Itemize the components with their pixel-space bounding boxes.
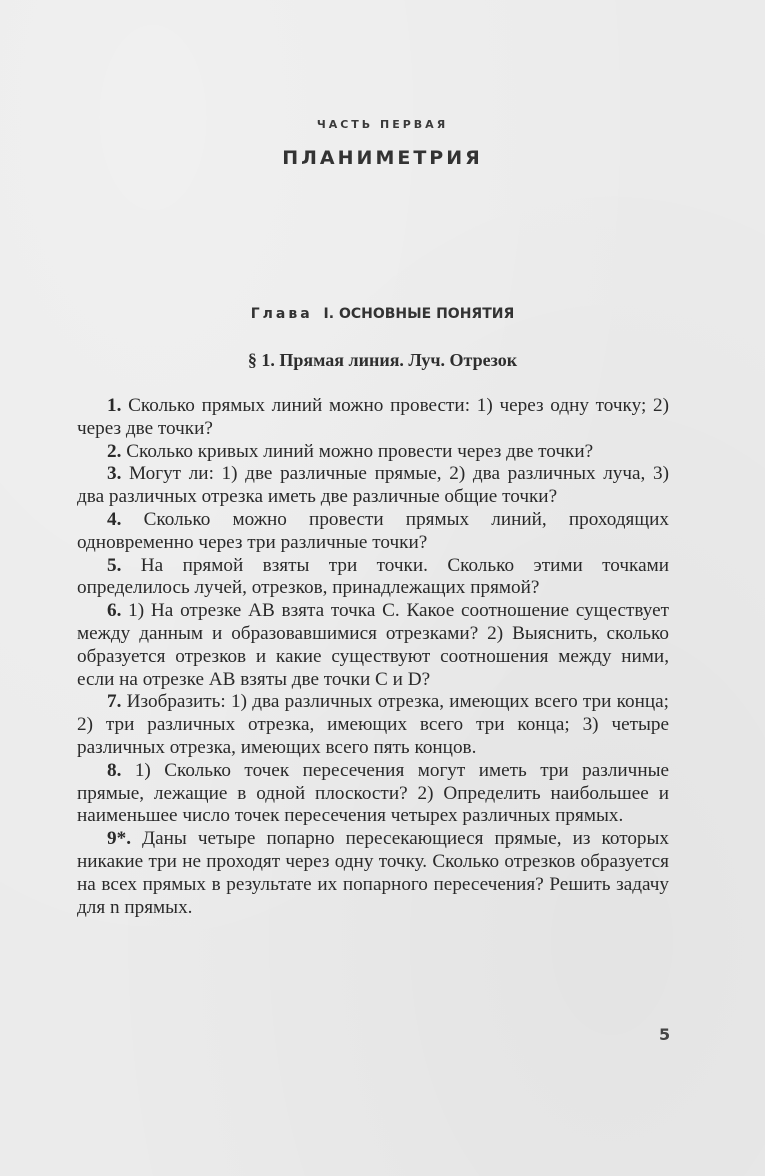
problem-item bbox=[77, 828, 669, 919]
chapter-number: I. bbox=[323, 306, 335, 322]
problem-item bbox=[77, 760, 669, 828]
problem-text: 1) Сколько точек пересечения могут иметь три различные прямые, лежащие в одной плоскости? 2) Определить наибольшее и наименьшее число точек пересечения четырех различных прямых. bbox=[77, 759, 669, 827]
problem-item bbox=[77, 395, 669, 441]
part-label: ЧАСТЬ ПЕРВАЯ bbox=[316, 118, 449, 131]
problem-number: 5. bbox=[107, 554, 122, 576]
problem-number: 9*. bbox=[107, 828, 131, 850]
problem-number: 8. bbox=[107, 759, 122, 781]
problem-list bbox=[77, 395, 669, 919]
problem-text: Сколько прямых линий можно провести: 1) через одну точку; 2) через две точки? bbox=[77, 395, 669, 439]
problem-number: 6. bbox=[107, 600, 122, 622]
problem-text: Даны четыре попарно пересекающиеся прямые, из которых никакие три не проходят через одну точку. Сколько отрезков образуется на всех прямых в результате их попарного пересечения? Решить задачу для n прямых. bbox=[77, 828, 669, 918]
problem-text: Изобразить: 1) два различных отрезка, имеющих всего три конца; 2) три различных отрезка, имеющих всего три конца; 3) четыре различных отрезка, имеющих всего пять концов. bbox=[77, 691, 669, 758]
problem-item bbox=[77, 509, 669, 555]
problem-item bbox=[77, 441, 669, 464]
problem-number: 4. bbox=[107, 508, 122, 530]
problem-text: Сколько кривых линий можно провести через две точки? bbox=[126, 440, 594, 462]
problem-number: 3. bbox=[107, 463, 122, 485]
part-title: ПЛАНИМЕТРИЯ bbox=[282, 147, 483, 169]
problem-number: 2. bbox=[107, 440, 122, 462]
problem-text: Могут ли: 1) две различные прямые, 2) два различных луча, 3) два различных отрезка иметь две различные общие точки? bbox=[77, 463, 669, 508]
problem-item bbox=[77, 600, 669, 691]
problem-number: 1. bbox=[107, 395, 122, 416]
page-number: 5 bbox=[659, 1025, 671, 1044]
problem-text: На прямой взяты три точки. Сколько этими точками определилось лучей, отрезков, принадлежащих прямой? bbox=[77, 554, 670, 599]
problem-number: 7. bbox=[107, 691, 122, 713]
chapter-prefix: Глава bbox=[250, 306, 313, 322]
chapter-title: ОСНОВНЫЕ ПОНЯТИЯ bbox=[338, 306, 515, 322]
problem-text: Сколько можно провести прямых линий, проходящих одновременно через три различные точки? bbox=[77, 508, 670, 553]
section-heading: § 1. Прямая линия. Луч. Отрезок bbox=[247, 350, 518, 370]
problem-item bbox=[77, 555, 669, 601]
problem-text: 1) На отрезке AB взята точка C. Какое соотношение существует между данным и образовавшимися отрезками? 2) Выяснить, сколько образуется отрезков и какие существуют соотношения между ними, если на отрезке AB взяты две точки C и D? bbox=[77, 600, 669, 690]
problem-item bbox=[77, 691, 669, 759]
chapter-heading bbox=[0, 306, 765, 322]
problem-item bbox=[77, 463, 669, 509]
